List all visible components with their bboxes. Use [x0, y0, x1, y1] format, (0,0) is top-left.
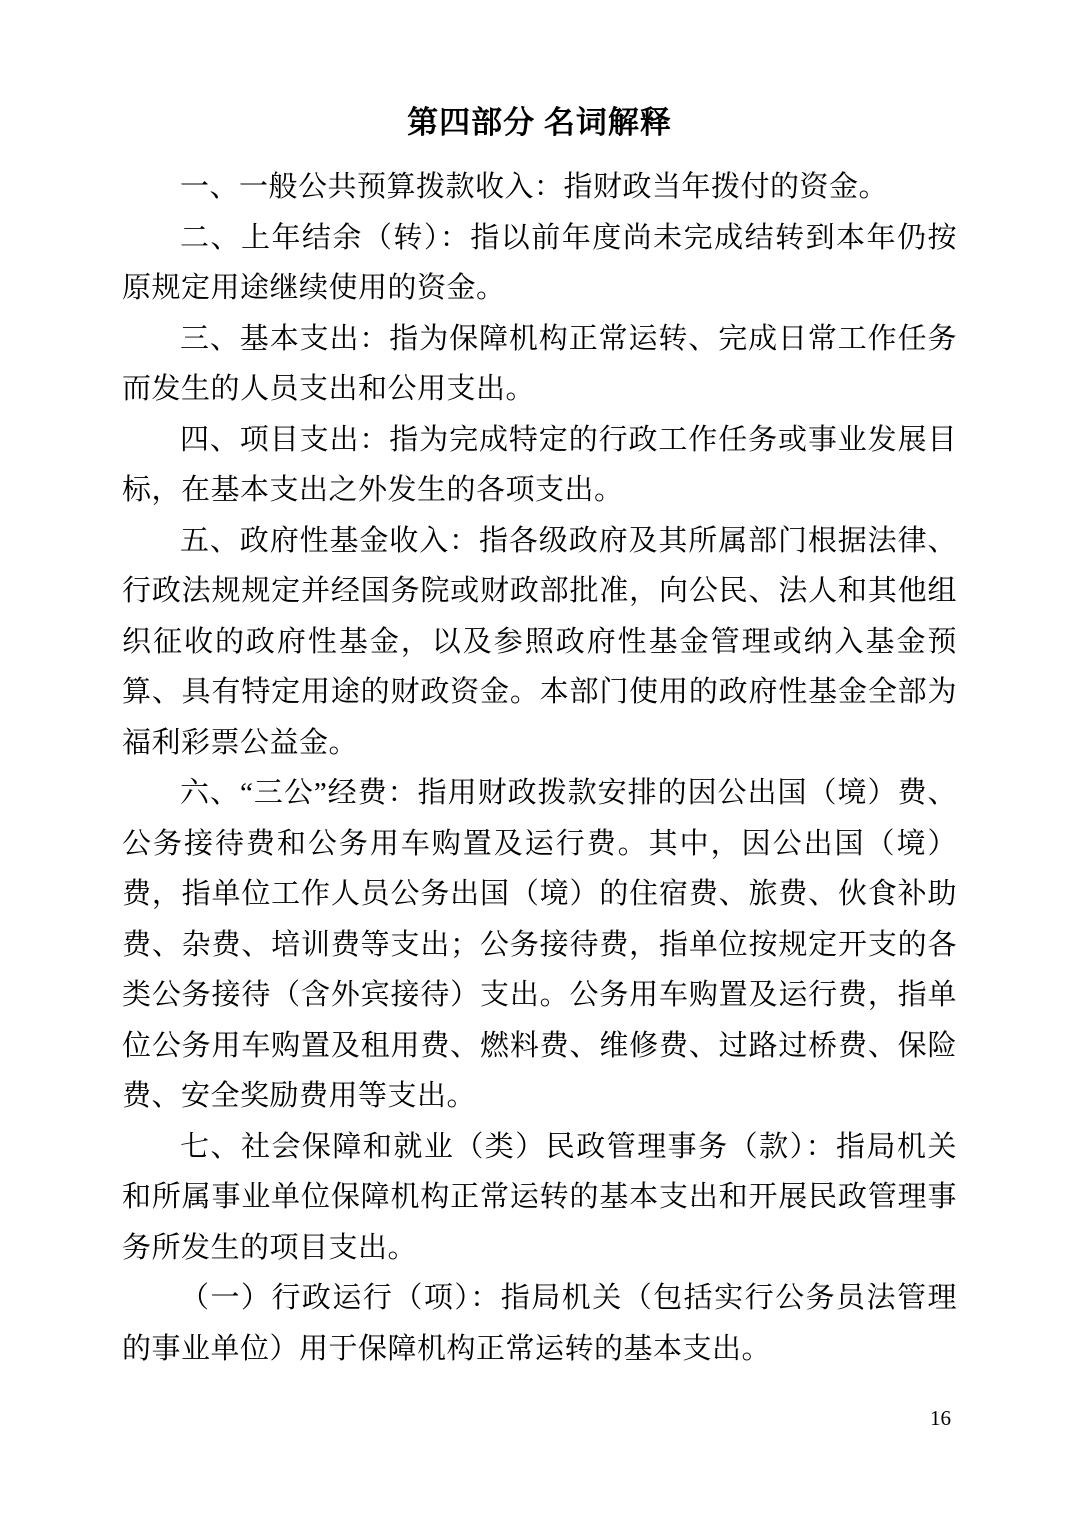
paragraph-term-4: 四、项目支出：指为完成特定的行政工作任务或事业发展目标，在基本支出之外发生的各项支出。	[122, 423, 957, 506]
paragraph-term-6: 六、“三公”经费：指用财政拨款安排的因公出国（境）费、公务接待费和公务用车购置及运行费。其中，因公出国（境）费，指单位工作人员公务出国（境）的住宿费、旅费、伙食补助费、杂费、培训费等支出；公务接待费，指单位按规定开支的各类公务接待（含外宾接待）支出。公务用车购置及运行费，指单位公务用车购置及租用费、燃料费、维修费、过路过桥费、保险费、安全奖励费用等支出。	[122, 777, 957, 1112]
paragraph-term-2: 二、上年结余（转）：指以前年度尚未完成结转到本年仍按原规定用途继续使用的资金。	[122, 221, 957, 304]
paragraph-term-1: 一、一般公共预算拨款收入：指财政当年拨付的资金。	[180, 171, 889, 203]
paragraph-term-3: 三、基本支出：指为保障机构正常运转、完成日常工作任务而发生的人员支出和公用支出。	[122, 322, 957, 405]
paragraph-term-7-item-1: （一）行政运行（项）：指局机关（包括实行公务员法管理的事业单位）用于保障机构正常运转的基本支出。	[122, 1282, 957, 1365]
paragraph-term-5: 五、政府性基金收入：指各级政府及其所属部门根据法律、行政法规规定并经国务院或财政部批准，向公民、法人和其他组织征收的政府性基金，以及参照政府性基金管理或纳入基金预算、具有特定用途的财政资金。本部门使用的政府性基金全部为福利彩票公益金。	[122, 524, 957, 759]
page-number: 16	[930, 1406, 951, 1430]
page-title: 第四部分 名词解释	[407, 105, 672, 140]
paragraph-term-7: 七、社会保障和就业（类）民政管理事务（款）：指局机关和所属事业单位保障机构正常运转的基本支出和开展民政管理事务所发生的项目支出。	[122, 1130, 957, 1264]
